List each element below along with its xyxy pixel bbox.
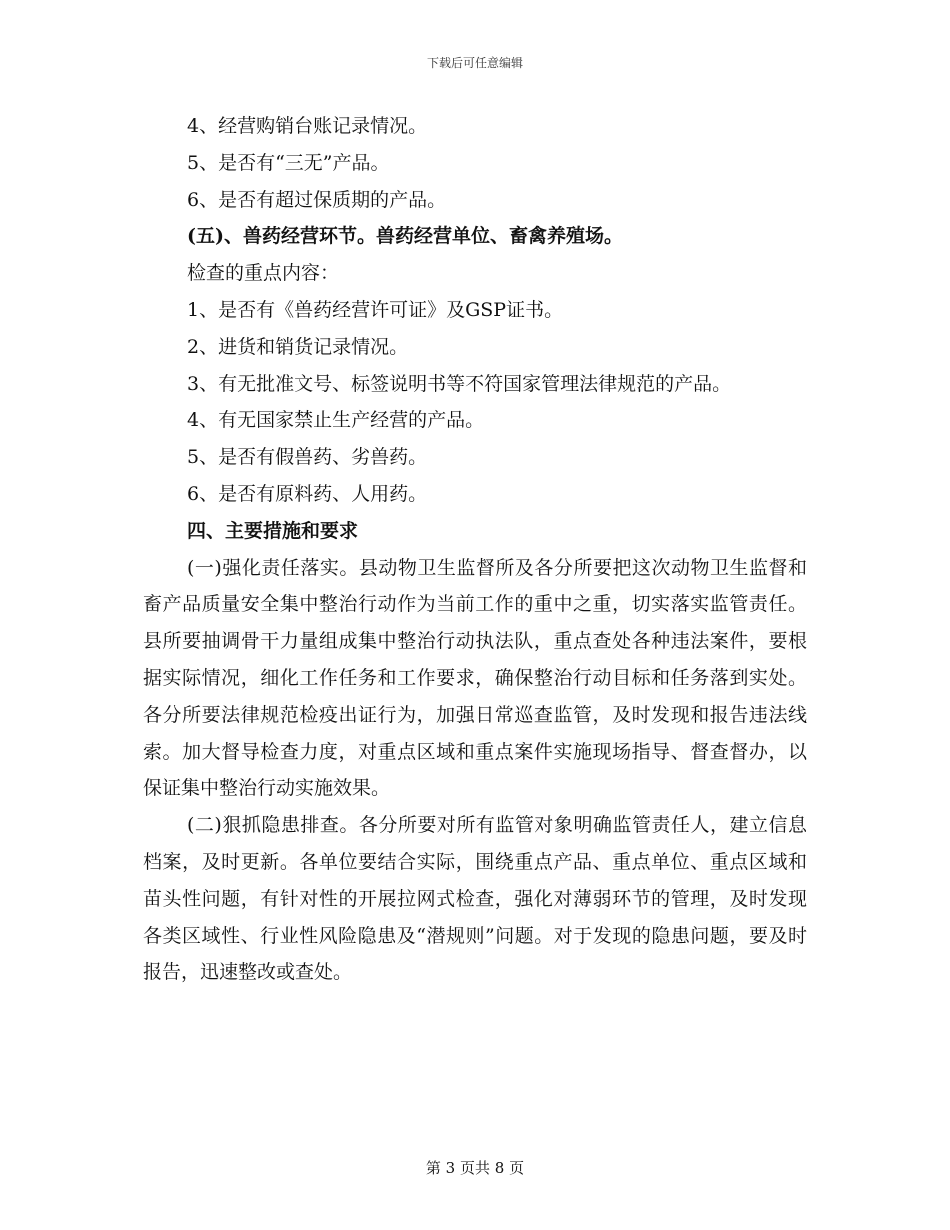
section-heading: (五)、兽药经营环节。兽药经营单位、畜禽养殖场。 (187, 225, 623, 248)
paragraph: (一)强化责任落实。县动物卫生监督所及各分所要把这次动物卫生监督和畜产品质量安全集中整治行动作为当前工作的重中之重，切实落实监管责任。县所要抽调骨干力量组成集中整治行动执法队，重点查处各种违法案件，要根据实际情况，细化工作任务和工作要求，确保整治行动目标和任务落到实处。各分所要法律规范检疫出证行为，加强日常巡查监管，及时发现和报告违法线索。加大督导检查力度，对重点区域和重点案件实施现场指导、督查督办，以保证集中整治行动实施效果。 (143, 556, 807, 800)
list-item: 4、有无国家禁止生产经营的产品。 (187, 409, 485, 432)
list-item: 4、经营购销台账记录情况。 (187, 115, 428, 137)
list-item: 3、有无批准文号、标签说明书等不符国家管理法律规范的产品。 (187, 372, 732, 395)
list-item: 5、是否有假兽药、劣兽药。 (187, 446, 428, 469)
page-header: 下载后可任意编辑 (426, 56, 523, 70)
list-item: 6、是否有超过保质期的产品。 (187, 188, 447, 211)
section-heading: 四、主要措施和要求 (187, 519, 359, 542)
document-body (143, 108, 807, 991)
list-item: 1、是否有《兽药经营许可证》及GSP证书。 (187, 298, 564, 321)
subheading: 检查的重点内容： (187, 262, 340, 285)
list-item: 2、进货和销货记录情况。 (187, 335, 409, 358)
list-item: 6、是否有原料药、人用药。 (187, 482, 428, 505)
page-footer: 第 3 页共 8 页 (425, 1159, 525, 1177)
list-item: 5、是否有“三无”产品。 (187, 151, 390, 174)
paragraph: (二)狠抓隐患排查。各分所要对所有监管对象明确监管责任人，建立信息档案，及时更新。各单位要结合实际，围绕重点产品、重点单位、重点区域和苗头性问题，有针对性的开展拉网式检查，强化对薄弱环节的管理，及时发现各类区域性、行业性风险隐患及“潜规则”问题。对于发现的隐患问题，要及时报告，迅速整改或查处。 (143, 814, 807, 984)
